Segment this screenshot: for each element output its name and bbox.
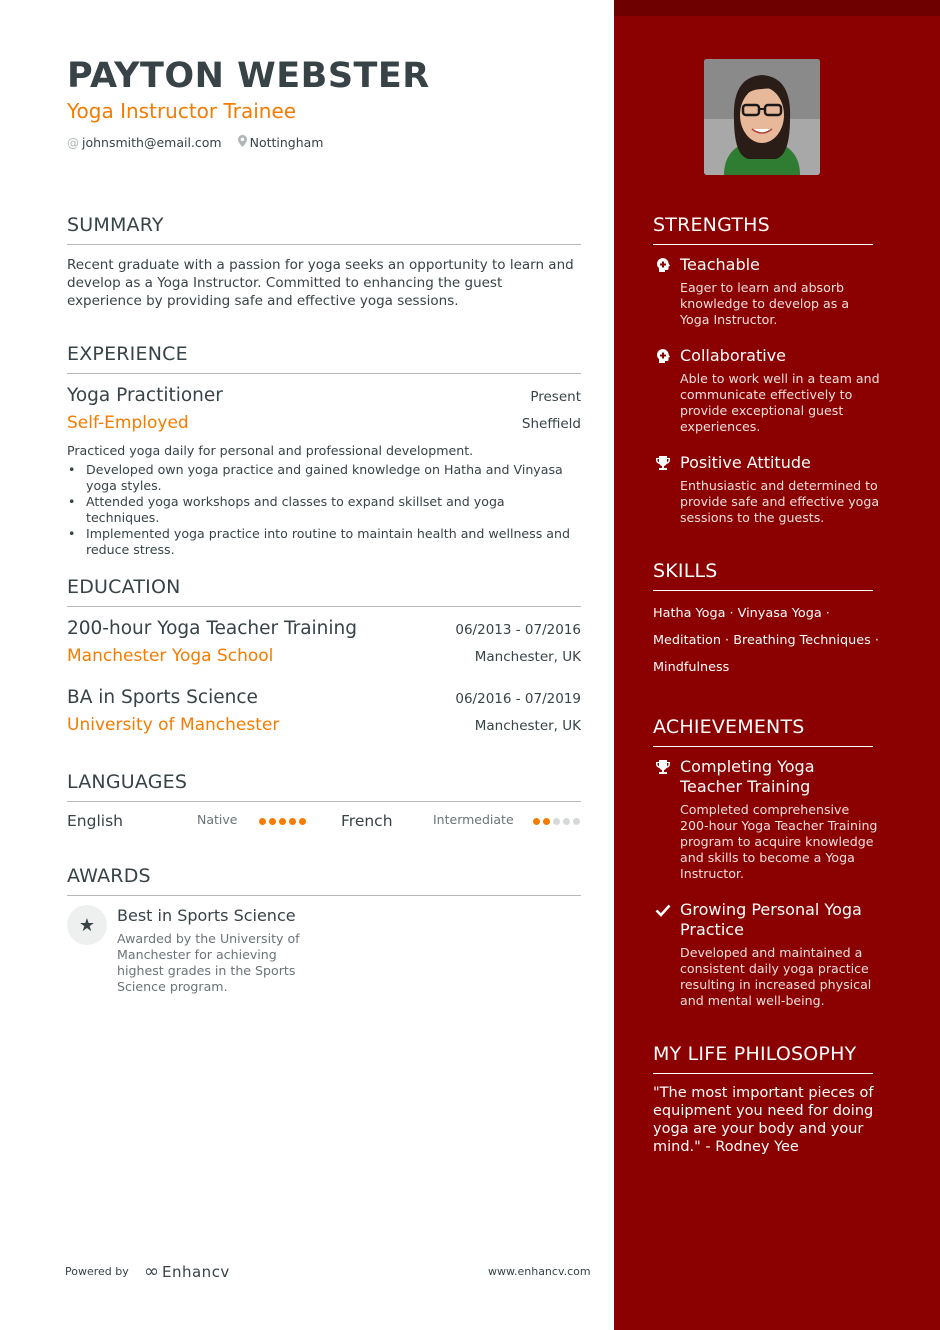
location-text: Nottingham [249, 135, 324, 150]
strength-description: Enthusiastic and determined to provide safe and effective yoga sessions to the guests. [680, 478, 880, 525]
trophy-icon [653, 759, 673, 779]
experience-date: Present [530, 389, 581, 405]
rating-dots [259, 818, 309, 825]
experience-heading: EXPERIENCE [67, 343, 581, 374]
education-degree: BA in Sports Science [67, 687, 258, 708]
footer-url[interactable]: www.enhancv.com [488, 1265, 591, 1278]
rating-dot-filled [269, 818, 276, 825]
experience-location: Sheffield [521, 416, 581, 432]
strength-description: Eager to learn and absorb knowledge to develop as a Yoga Instructor. [680, 280, 850, 327]
education-school: Manchester Yoga School [67, 646, 274, 666]
enhancv-logo[interactable] [144, 1261, 230, 1282]
email-text[interactable]: johnsmith@email.com [82, 135, 222, 150]
language-level: Intermediate [433, 812, 514, 827]
skill-item: Vinyasa Yoga [737, 606, 822, 621]
rating-dot-empty [573, 818, 580, 825]
experience-description: Practiced yoga daily for personal and professional development. [67, 443, 474, 458]
rating-dot-filled [299, 818, 306, 825]
at-icon: @ [67, 135, 79, 150]
language-rating [533, 818, 583, 825]
language-level: Native [197, 812, 238, 827]
language-rating [259, 818, 309, 825]
award-description: Awarded by the University of Manchester for achieving highest grades in the Sports Science program. [117, 931, 300, 994]
brain-icon [653, 257, 673, 277]
strength-description: Able to work well in a team and communicate effectively to provide exceptional guest experiences. [680, 371, 880, 434]
powered-by-label: Powered by [65, 1265, 129, 1278]
award-title: Best in Sports Science [117, 906, 296, 925]
education-dates: 06/2013 - 07/2016 [455, 622, 581, 638]
education-row [67, 618, 581, 639]
education-location: Manchester, UK [474, 718, 581, 734]
language-item [341, 812, 393, 830]
skills-heading: SKILLS [653, 560, 873, 591]
sidebar [614, 0, 940, 1330]
skills-list: Hatha Yoga · Vinyasa Yoga · Meditation · Breathing Techniques · Mindfulness [653, 606, 879, 675]
awards-heading: AWARDS [67, 865, 581, 896]
strength-title: Teachable [680, 255, 760, 274]
brand-name: Enhancv [162, 1262, 230, 1281]
experience-company: Self-Employed [67, 413, 189, 433]
rating-dot-filled [279, 818, 286, 825]
map-pin-icon [238, 135, 247, 150]
skill-item: Hatha Yoga [653, 606, 726, 621]
language-level-wrap [197, 812, 237, 827]
strengths-heading: STRENGTHS [653, 214, 873, 245]
trophy-icon [653, 455, 673, 475]
list-item: • Implemented yoga practice into routine to maintain health and wellness and reduce stress. [67, 526, 581, 558]
rating-dot-filled [543, 818, 550, 825]
language-name: English [67, 812, 123, 830]
candidate-name: PAYTON WEBSTER [67, 56, 430, 96]
brain-icon [653, 348, 673, 368]
sidebar-top-band [614, 0, 940, 16]
skill-item: Mindfulness [653, 660, 730, 675]
education-school-row [67, 715, 581, 735]
checkmark-icon [653, 902, 673, 922]
profile-photo [704, 59, 820, 175]
list-item: • Developed own yoga practice and gained knowledge on Hatha and Vinyasa yoga styles. [67, 462, 581, 494]
experience-bullets [67, 462, 581, 558]
education-school: University of Manchester [67, 715, 280, 735]
achievement-description: Completed comprehensive 200-hour Yoga Teacher Training program to acquire knowledge and skills to become a Yoga Instructor. [680, 802, 878, 881]
language-level-wrap [433, 812, 514, 827]
contact-info [67, 135, 323, 150]
rating-dot-filled [259, 818, 266, 825]
summary-heading: SUMMARY [67, 214, 581, 245]
achievement-description: Developed and maintained a consistent daily yoga practice resulting in increased physical and mental well-being. [680, 945, 872, 1008]
infinity-icon: ∞ [144, 1261, 156, 1282]
experience-company-row [67, 413, 581, 433]
education-row [67, 687, 581, 708]
star-icon: ★ [67, 905, 107, 945]
rating-dots [533, 818, 583, 825]
rating-dot-filled [289, 818, 296, 825]
strength-title: Collaborative [680, 346, 787, 365]
education-dates: 06/2016 - 07/2019 [455, 691, 581, 707]
list-item: • Attended yoga workshops and classes to expand skillset and yoga techniques. [67, 494, 581, 526]
education-school-row [67, 646, 581, 666]
candidate-title: Yoga Instructor Trainee [67, 99, 297, 123]
rating-dot-empty [563, 818, 570, 825]
skill-item: Breathing Techniques [733, 633, 871, 648]
philosophy-heading: MY LIFE PHILOSOPHY [653, 1043, 873, 1074]
rating-dot-empty [553, 818, 560, 825]
education-location: Manchester, UK [474, 649, 581, 665]
language-item [67, 812, 123, 830]
languages-heading: LANGUAGES [67, 771, 581, 802]
strength-title: Positive Attitude [680, 453, 811, 472]
language-name: French [341, 812, 393, 830]
summary-text: Recent graduate with a passion for yoga seeks an opportunity to learn and develop as a Yoga Instructor. Committed to enhancing the guest experience by providing safe and effective yoga sessions. [67, 257, 574, 309]
achievements-heading: ACHIEVEMENTS [653, 716, 873, 747]
achievement-title: Growing Personal Yoga Practice [680, 900, 862, 939]
achievement-title: Completing Yoga Teacher Training [680, 757, 815, 796]
education-heading: EDUCATION [67, 576, 581, 607]
rating-dot-filled [533, 818, 540, 825]
skill-item: Meditation [653, 633, 721, 648]
experience-role: Yoga Practitioner [67, 385, 223, 406]
education-degree: 200-hour Yoga Teacher Training [67, 618, 358, 639]
philosophy-quote: "The most important pieces of equipment you need for doing yoga are your body and your mind." - Rodney Yee [653, 1085, 874, 1155]
experience-role-row [67, 385, 581, 406]
